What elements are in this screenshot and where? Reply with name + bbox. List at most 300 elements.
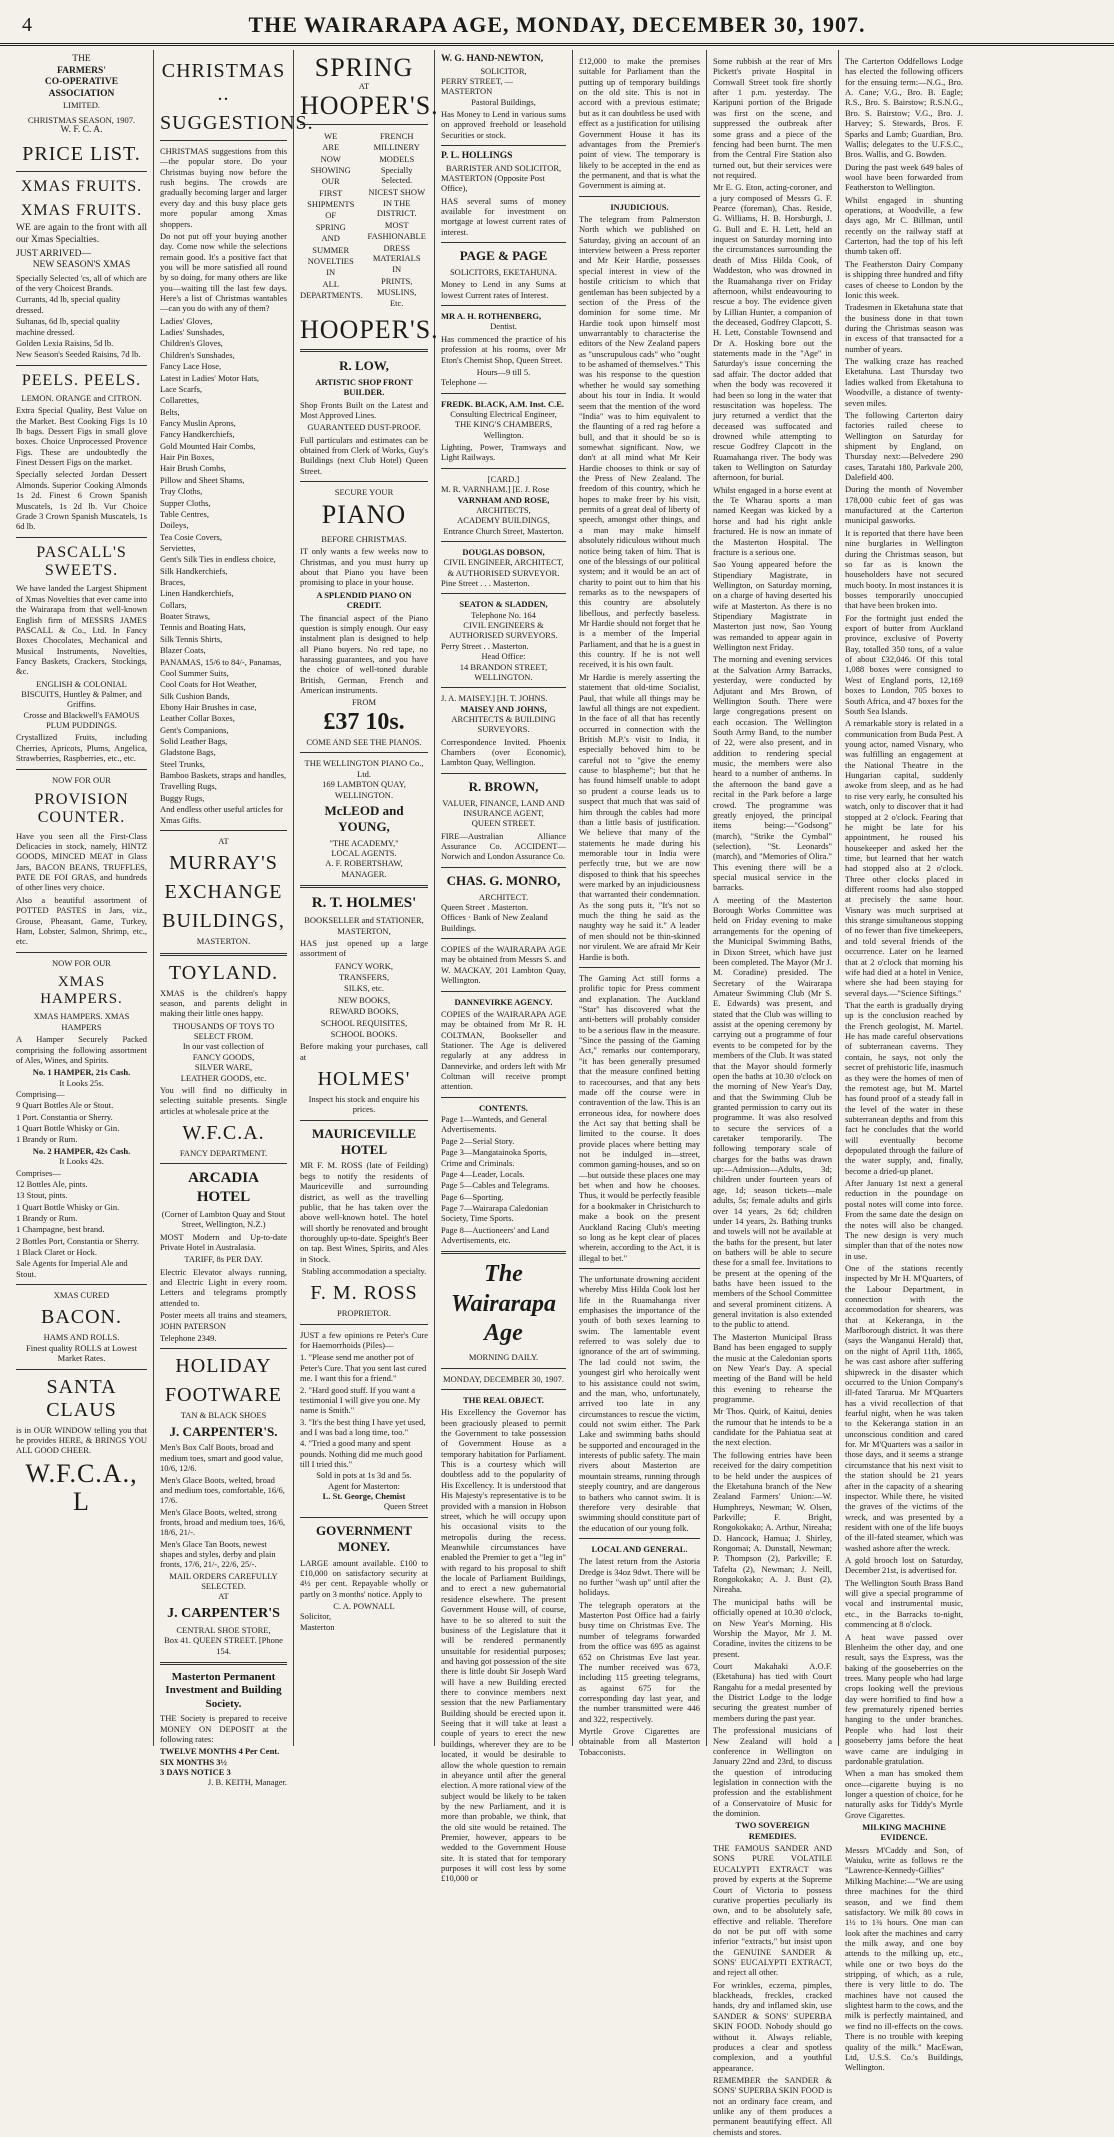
divider — [300, 481, 428, 482]
gift-item: Gent's Silk Ties in endless choice, — [160, 554, 276, 565]
article-para: The Masterton Municipal Brass Band has been engaged to supply the music at the Caledonian sports on New Year's Day. A special meeting of the Band will be held this evening to rehearse the programme. — [713, 1331, 832, 1404]
gift-item: Pillow and Sheet Shams, — [160, 474, 245, 485]
hoopers-word: PRINTS, — [381, 275, 413, 286]
peter-intro: JUST a few opinions re Peter's Cure for Haemorrhoids (Piles)— — [300, 1329, 428, 1351]
hamper-item: 1 Quart Bottle Whisky or Gin. — [16, 1201, 120, 1212]
bacon-text: Finest quality ROLLS at Lowest Market Rates. — [26, 1342, 137, 1364]
shoe-list — [160, 1442, 287, 1569]
divider — [160, 140, 287, 141]
agent-name: L. St. George, Chemist — [322, 1491, 406, 1502]
article-para: The following entries have been received for the dairy competition to be held under the auspices of the Eketahuna branch of the New Zealand Farmers' Union:—W. Humphreys, Newman; W. Olsen, Parkville; F. Bright, Rongokokako; A. Arthur, Nireaha; D. Hancock, Hamua; J. Shirley, Rongomai; A. Dunstall, Newman; P. Thompson (2), Parkville; F. Tafelta (2), Newman; J. Neill, Rongokokako; A. J. Bust (2), Nireaha. — [713, 1449, 832, 1595]
hoopers-word: SUMMER — [312, 244, 350, 255]
hamper-item: 1 Champagne, best brand. — [16, 1224, 105, 1235]
gift-item: Table Centres, — [160, 508, 209, 519]
brown-text: FIRE—Australian Alliance Assurance Co. ACCIDENT—Norwich and London Assurance Co. — [441, 830, 566, 862]
article-para: Mr Hardie is merely asserting the statement that old-time Socialist, Paul, that while all things may be lawful all things are not expedient. In the face of all that has recently occurred in connection with the British M.P.'s visit to India, it especially behoved him to be careful not to "give the enemy cause to blaspheme"; but that he has found himself unable to adopt so prudent a course leads us to suspect that much that was said of him through the cables had more than a little basis of justification. We believe that many of the statements he made during his memorable tour in India were perfectly true, but we are now disposed to think that his speeches were marked by an injudiciousness that warranted their condemnation. As the song puts it, "It's not so much the thing he said as the naughty way he said it." A leader of men should not be thin-skinned nor virulent. We are afraid Mr Keir Hardie is both. — [579, 671, 700, 962]
newton-sub: Pastoral Buildings, — [471, 96, 536, 107]
seaton-phone: Telephone No. 164 — [471, 609, 536, 620]
dobson-name: DOUGLAS DOBSON, — [462, 546, 545, 557]
hoopers-heading: HOOPER'S. — [300, 90, 439, 120]
farmers-name-3: ASSOCIATION — [48, 88, 115, 99]
dobson-title: CIVIL ENGINEER, ARCHITECT, & AUTHORISED SURVEYOR. — [443, 557, 564, 578]
gift-item: Gent's Companions, — [160, 724, 229, 735]
contents-item: Page 1—Wanteds, and General Advertisements. — [441, 1114, 548, 1135]
article-para: A gold brooch lost on Saturday, December 21st, is advertised for. — [845, 1555, 963, 1576]
divider — [16, 952, 147, 953]
piano-price: £37 10s. — [323, 708, 405, 735]
local-agents: LOCAL AGENTS. — [331, 847, 397, 858]
monro-text: Offices · Bank of New Zealand Buildings. — [441, 912, 548, 933]
remember-text: REMEMBER the SANDER & SONS' SUPERBA SKIN FOOD is not an ordinary face cream, and unlike any of them produces a permanent beautifying effect. All chemists and stores. — [713, 2075, 832, 2137]
gift-item: Hair Pin Boxes, — [160, 452, 215, 463]
shoe-item: Men's Box Calf Boots, broad and medium toes, smart and good value, 10/6, 12/6. — [160, 1442, 283, 1474]
brown-address: QUEEN STREET. — [471, 818, 536, 829]
govt-heading: GOVERNMENT MONEY. — [315, 1522, 413, 1554]
hoopers-word: SHOWING — [310, 165, 351, 176]
article-para: One of the stations recently inspected by Mr H. M'Quarters, of the Labour Department, in connection with the accommodation for shearers, was that at Kekeranga, in the Marlborough district. It was there (says the Wanganui Herald) that, on the night of April 11th, 1865, he was cast ashore after suffering shipwreck in the disaster which occurred to the Union Company's ill-fated Tararua. Mr M'Quarters has a vivid recollection of that fearful night, when he was taken to the Kekeranga station in an unconscious condition and cared for. Mr M'Quarters was a sailor in those days, and it seems a strange circumstance that his next visit to the station should be 21 years after in the capacity of a shearing inspector. While there, he visited the graves of the victims of the wreck, and was presented by a resident with one of the life buoys of the ill-fated steamer, which was washed ashore after the wreck. — [845, 1262, 963, 1553]
roth-text: Has commenced the practice of his profession at his rooms, over Mr Eton's Chemist Shop, Queen Street. — [441, 333, 566, 365]
article-para: The Carterton Oddfellows Lodge has elected the following officers for the ensuing term:—N.G., Bro. A. Cane; V.G., Bro. B. Eagle; R.S., Bro. S. Bairstow; R.S.N.G., Bro. S. Bairstow; V.G., Bro. J. Harvey; S. Stewards, Bros. F. Sparks and Lamb; Guardian, Bro. Wallis; delegates to the U.F.S.C., Bros. Wallis, and G. Bowden. — [845, 56, 963, 160]
newton-name: W. G. HAND-NEWTON, — [441, 54, 544, 64]
divider — [441, 393, 566, 394]
at-label-2: AT — [218, 1591, 229, 1602]
varnham-street: Entrance Church Street, Masterton. — [443, 525, 564, 536]
columns — [10, 50, 1104, 2137]
seaton-head: Head Office: — [481, 651, 526, 662]
holmes-item: FANCY WORK, — [335, 960, 393, 971]
peels-types: LEMON. ORANGE and CITRON. — [21, 392, 142, 403]
gift-item: Tea Cosie Covers, — [160, 531, 222, 542]
fruit-item: Golden Lexia Raisins, 5d lb. — [16, 337, 114, 348]
hoopers-word: OF — [325, 210, 337, 221]
hoopers-word: AND — [321, 233, 340, 244]
hoopers-word: IN — [326, 267, 336, 278]
hoopers-heading-2: HOOPER'S. — [300, 314, 439, 344]
sovereign-heading: TWO SOVEREIGN REMEDIES. — [735, 1820, 810, 1841]
dobson-address: Pine Street . . . Masterton. — [441, 578, 530, 589]
seaton-city: 14 BRANDON STREET, WELLINGTON. — [459, 661, 548, 682]
from-label: FROM — [351, 697, 377, 708]
article-para: The municipal baths will be officially opened at 10.30 o'clock, on New Year's Morning. His Worship the Mayor, Mr J. M. Coradine, invites the citizens to be present. — [713, 1596, 832, 1659]
article-para: A meeting of the Masterton Borough Works Committee was held on Friday evening to make arrangements for the opening of the Municipal Swimming Baths, in Dixon Street, which have just been completed. The Mayor (Mr J. M. Coradine) presided. The Secretary of the Wairarapa Amateur Swimming Club (Mr S. E. Edwards) was present, and stated that the Club was willing to assist at the opening ceremony by carrying out a programme of four events to be competed for by the members of the Club. It was stated that the Mayor should formerly open the baths at 10.30 o'clock on the morning of New Year's Day, and that the Swimming Club be granted permission to carry out its programme. It was also resolved to secure the services of a caretaker temporarily. The following temporary scale of charges for the baths was drawn up:—Admission—Adults, 3d; children under fourteen years of age, 1d; season tickets—male adults, 5s; female adults and girls over 14 years, 2s 6d; children under 14 years, 2s. Bathing trunks and towels will not be available at the baths for the present, but later on bathers will be able to secure these for a small fee. Invitations to be present at the opening of the baths have been issued to the members of the School Committee and several prominent citizens. A general invitation is also extended to the public to attend. — [713, 894, 832, 1330]
varnham-sub: ARCHITECTS, — [476, 504, 531, 515]
farmers-intro: THE — [72, 54, 91, 64]
hoopers-right — [365, 130, 428, 310]
gift-item: Gold Mounted Hair Combs, — [160, 440, 256, 451]
hamper-item: Comprises— — [16, 1167, 61, 1178]
wfca-label: W. F. C. A. — [60, 125, 103, 136]
divider — [441, 1251, 566, 1254]
toys-text: You will find no difficulty in selecting suitable presents. Single articles at wholesale price at the — [160, 1084, 287, 1116]
holmes-items — [300, 961, 428, 1040]
contents-item: Page 8—Auctioneers' and Land Advertisements, etc. — [441, 1224, 549, 1246]
divider — [16, 1284, 147, 1285]
low-name: R. LOW, — [339, 358, 389, 373]
contents-item: Page 2—Serial Story. — [441, 1135, 515, 1146]
gift-item: Buggy Rugs, — [160, 792, 205, 803]
christmas-season: CHRISTMAS SEASON, 1907. — [27, 114, 136, 125]
new-season: NEW SEASON'S XMAS — [32, 260, 131, 271]
gift-item: Belts, — [160, 406, 180, 417]
arcadia-heading: ARCADIA HOTEL — [188, 1170, 259, 1205]
toyland-heading: TOYLAND. — [168, 961, 279, 984]
gift-item: Collarettes, — [160, 395, 199, 406]
hollings-title: BARRISTER AND SOLICITOR, — [445, 162, 562, 173]
hamper-item: 1 Port. Constantia or Sherry. — [16, 1111, 113, 1122]
gift-item: Ladies' Sunshades, — [160, 327, 225, 338]
xmas-fruits-2: XMAS FRUITS. — [20, 202, 143, 219]
copies-wellington: COPIES of the WAIRARAPA AGE may be obtained from Messrs S. and W. MACKAY, 201 Lambton Quay, Wellington. — [441, 944, 566, 986]
seaton-address: Perry Street . . Masterton. — [441, 640, 529, 651]
potted-text: Also a beautiful assortment of POTTED PASTES in Jars, viz., Grouse, Pheasant, Game, Turkey, Ham, Lobster, Salmon, Shrimp, etc., etc. — [16, 894, 147, 947]
article-para: The latest return from the Astoria Dredge is 34oz 9dwt. There will be no further "wash up" until after the holidays. — [579, 1556, 700, 1598]
arcadia-address: (Corner of Lambton Quay and Stout Street, Wellington, N.Z.) — [161, 1208, 286, 1230]
roth-phone: Telephone — — [441, 377, 487, 388]
piano-text-2: The financial aspect of the Piano question is simply enough. Our easy instalment plan is designed to help all Piano buyers. No red tape, no harassing guarantees, and you have the choice of well-toned durable British, German, French and American instruments. — [300, 612, 428, 696]
holmes-inspect: Inspect his stock and enquire his prices. — [308, 1093, 420, 1115]
holmes-sub: BOOKSELLER and STATIONER, — [304, 915, 424, 926]
copies-dannevirke: COPIES of the WAIRARAPA AGE may be obtained from Mr R. H. COLTMAN, Bookseller and Stationer. The Age is delivered regularly at any address in Dannevirke, and orders left with Mr Coltman will receive prompt attention. — [441, 1008, 566, 1092]
govt-text: LARGE amount available. £100 to £10,000 on satisfactory security at 4½ per cent. Repayable wholly or partly on 3 months' notice. Apply to — [300, 1557, 428, 1599]
gift-item: Steel Trunks, — [160, 758, 205, 769]
article-para: Some rubbish at the rear of Mrs Pickett's private Hospital in Cornwall Street took fire shortly after 1 p.m. yesterday. The Karipuni portion of the Brigade was first on the scene, and suppressed the outbreak after some grass and a piece of the fencing had been burnt. The men from the Central Fire Station also turned out, but their services were not required. — [713, 56, 832, 180]
holmes-name: R. T. HOLMES' — [311, 895, 417, 912]
peter-price: Sold in pots at 1s 3d and 5s. — [316, 1470, 412, 1481]
divider — [441, 1389, 566, 1390]
toys-stock-4: LEATHER GOODS, etc. — [180, 1072, 267, 1083]
monro-title: ARCHITECT. — [478, 891, 529, 902]
divider — [579, 196, 700, 197]
article-para: The unfortunate drowning accident whereby Miss Hilda Cook lost her life in the Ruamahanga river emphasises the importance of the youth of both sexes learning to swim. The lamentable event referred to was solely due to ignorance of the art of swimming. The lad could not swim, the youngest girl who heroically went to his assistance could not swim, and the man, who, unfortunately, arrived too late in any circumstances to rescue the victim, could not swim either. The Park Lake and swimming baths should be supported and encouraged in the interests of public safety. The main rivers about Masterton are mountain streams, running through steeply country, and are dangerous to bathers who cannot swim. It is therefore very desirable that swimming should constitute part of the education of our young folk. — [579, 1273, 700, 1533]
article-para: The morning and evening services at the Salvation Army Barracks, yesterday, were conducted by Adjutant and Mrs Brown, of Wellington South. There were large congregations present on each occasion. The Wellington South Army Band, to the number of 22, were also present, and in addition to rendering special music, the members were also heard to a number of anthems. In the afternoon the band gave a recital in the Park before a large crowd. The programme was greatly enjoyed, the principal items being:—"Godsong" (march), "Strike the Cymbal" (selection), "St. Leonards" (march), and "Memories of Olira." This evening there will be a special musical service in the barracks. — [713, 654, 832, 893]
before-christmas: BEFORE CHRISTMAS. — [321, 534, 407, 545]
hamper2-title: No. 2 HAMPER, 42s Cash. — [32, 1145, 131, 1156]
robertshaw: A. F. ROBERTSHAW, — [325, 858, 403, 869]
hamper2-sub: It Looks 42s. — [59, 1156, 104, 1167]
column-6 — [707, 50, 839, 2137]
toyland-text: XMAS is the children's happy season, and parents delight in making their little ones happy. — [160, 987, 287, 1019]
gift-item: Serviettes, — [160, 542, 196, 553]
divider — [160, 953, 287, 956]
gift-item: Blazer Coats, — [160, 645, 206, 656]
article-para: The following Carterton dairy factories railed cheese to Wellington on Saturday for shipment by England, on Thursday next:—Belvedere 290 cases, Taratahi 180, Parkvale 200, Dalefield 400. — [845, 409, 963, 483]
permanent-text: THE Society is prepared to receive MONEY ON DEPOSIT at the following rates: — [160, 1713, 287, 1744]
holmes-item: NEW BOOKS, — [337, 994, 391, 1005]
testimonial: 2. "Hard good stuff. If you want a testimonial I will give you one. My name is Smith." — [300, 1384, 421, 1416]
sander-text: THE FAMOUS SANDER AND SONS PURE VOLATILE EUCALYPTI EXTRACT was proved by experts at the Supreme Court of Victoria to possess curative properties peculiarly its own, and to be absolutely safe, effective and reliable. Therefore do not be put off with some inferior "extracts," but insist upon the GENUINE SANDER & SONS' EUCALYPTI EXTRACT, and reject all other. — [713, 1843, 832, 1978]
gift-item: PANAMAS, 15/6 to 84/-, Panamas, — [160, 656, 282, 667]
hoopers-grid — [300, 130, 428, 310]
newton-address: PERRY STREET, — MASTERTON — [441, 75, 514, 97]
black-city: Wellington. — [483, 429, 524, 440]
column-3 — [294, 50, 439, 1746]
gift-item: Latest in Ladies' Motor Hats, — [160, 372, 260, 383]
black-title: Consulting Electrical Engineer, — [450, 409, 557, 419]
morning-daily: MORNING DAILY. — [468, 1352, 539, 1363]
christmas-heading: CHRISTMAS .. — [161, 60, 286, 105]
ross-name: F. M. ROSS — [310, 1282, 418, 1305]
divider — [16, 769, 147, 770]
spring-heading: SPRING — [314, 53, 414, 82]
seaton-title: CIVIL ENGINEERS & AUTHORISED SURVEYORS. — [449, 620, 558, 641]
rate-row: 3 DAYS NOTICE 3 — [160, 1767, 231, 1777]
toys-stock-1: In our vast collection of — [182, 1041, 265, 1052]
arcadia-text: MOST Modern and Up-to-date Private Hotel in Australasia. — [160, 1231, 287, 1252]
divider — [441, 541, 566, 542]
farmers-name-2: CO-OPERATIVE — [44, 77, 119, 88]
manager-label: MANAGER. — [341, 868, 387, 879]
fruit-item: Specially Selected 'cs, all of which are of the very Choicest Brands. — [16, 272, 147, 294]
dannevirke-heading: DANNEVIRKE AGENCY. — [454, 996, 553, 1007]
monro-name: CHAS. G. MONRO, — [446, 872, 561, 888]
contents-item: Page 5—Cables and Telegrams. — [441, 1180, 550, 1191]
fruit-item: Currants, 4d lb, special quality dressed. — [16, 294, 121, 315]
hoopers-word: IN — [392, 264, 402, 275]
hamper1-list — [16, 1089, 147, 1145]
wfca-toys: W.F.C.A. — [182, 1121, 265, 1144]
holmes-big: HOLMES' — [317, 1067, 411, 1090]
at-label: AT — [358, 81, 370, 92]
gift-item: Gladstone Bags, — [160, 747, 216, 758]
gift-item: Hair Brush Combs, — [160, 463, 226, 474]
fruit-list — [16, 273, 147, 360]
hoopers-word: ARE — [322, 142, 340, 153]
divider — [579, 967, 700, 968]
page-text: Money to Lend in any Sums at lowest Current rates of Interest. — [441, 279, 566, 300]
fruits-intro: WE are again to the front with all our Xmas Specialties. — [16, 223, 147, 245]
column-7 — [839, 50, 969, 2073]
maisey-names: J. A. MAISEY.] [H. T. JOHNS. — [441, 693, 548, 704]
holiday-heading: HOLIDAY — [175, 1355, 272, 1378]
gift-item: Tray Cloths, — [160, 486, 203, 497]
hamper-note: Sale Agents for Imperial Ale and Stout. — [16, 1258, 128, 1279]
gift-item: Leather Collar Boxes, — [160, 713, 235, 724]
black-name: FREDK. BLACK, A.M. Inst. C.E. — [441, 398, 565, 409]
hoopers-word: WE — [324, 130, 338, 141]
biscuits: ENGLISH & COLONIAL BISCUITS, Huntley & Palmer, and Griffins. — [21, 678, 142, 710]
divider — [300, 124, 428, 125]
murrays-heading: MURRAY'S — [169, 852, 278, 875]
page-page: PAGE & PAGE — [459, 248, 548, 264]
hoopers-word: SHIPMENTS — [307, 199, 355, 210]
holmes-item: SILKS, etc. — [344, 983, 384, 994]
gift-item: Linen Handkerchiefs, — [160, 588, 234, 599]
splendid: A SPLENDID PIANO ON CREDIT. — [316, 589, 412, 611]
article-para: Mr Thos. Quirk, of Kaitui, denies the rumour that he intends to be a candidate for the Pahiatua seat at the next election. — [713, 1406, 832, 1448]
almonds-text: Specially selected Jordan Dessert Almonds. Superior Cooking Almonds 1s 2d. Finest 6 Crown Spanish Muscatels, 1s 2d lb. Vur Choice Grade 3 Crown Spanish Muscatels, 1s 6d lb. — [16, 469, 147, 532]
article-para: For the fortnight just ended the export of butter from Auckland province, exclusive of Poverty Bay, totalled 350 tons, of a value of about £32,046. Of this total 1,088 boxes were consigned to West of England ports, 12,169 boxes to London, 705 boxes to South Africa, and 47 boxes for the South Sea Islands. — [845, 612, 963, 716]
article-para: Mr E. G. Eton, acting-coroner, and a jury composed of Messrs G. F. Pearce (foreman), Chas. Reside, G. Williams, H. B. Horsburgh, J. G. Bull and E. H. Lett, held an inquest on Saturday morning into the circumstances surrounding the death of Miss Hilda Cook, of Waddeston, who was drowned in the Ruamahanga river on Friday afternoon, whilst endeavouring to rescue a boy. The evidence given by Lillian Hunter, a companion of the deceased, Godfrey Clapcott, S. H. Lett, Constable Townsend and Dr A. Hosking bore out the statements made in the "Age" in Saturday's issue concerning the sad affair. The doctor added that when the body was recovered it had been so long in the water that resuscitation was hopeless. The jury returned a verdict that the deceased was suffocated and drowned while attempting to rescue Godfrey Clapcott in the Ruamahanga river. The body was taken to Wellington on Saturday afternoon, for burial. — [713, 182, 832, 483]
newton-title: SOLICITOR, — [480, 65, 527, 76]
column-5 — [573, 50, 707, 1757]
peels-text: Extra Special Quality, Best Value on the Market. Best Cooking Figs 1s 10 lb bags. Dessert Figs in small glove boxes. Choice Unprocessed Provence Figs. These are undoubtedly the Finest Dessert Figs on the market. — [16, 405, 147, 468]
testimonial: 3. "It's the best thing I have yet used, and I was bad a long time, too." — [300, 1416, 426, 1437]
arcadia-contact: Poster meets all trains and steamers, JOHN PATERSON — [160, 1310, 287, 1331]
price-list-heading: PRICE LIST. — [22, 142, 141, 165]
article-para: The Gaming Act still forms a prolific topic for Press comment and explanation. The Auckland "Star" has discovered what the anti-betters will probably consider to be a serious flaw in the measure. "Since the passing of the Gaming Act," remarks our contemporary, "it has been generally presumed that the measure confined betting to racecourses, and that any bets made off the course were in contravention of the law. This is an erroneous idea, for nowhere does the Act say that betting shall be limited to the course. It does provide places where betting may not be indulged in—street, common gaming-houses, and so on—but outside these places one may bet when and how he chooses. Thus, it would be perfectly feasible for a bookmaker in Christchurch to make a book on the present Auckland Racing Club's meeting so long as he kept clear of places wherein, according to the Act, it is illegal to bet." — [579, 972, 700, 1263]
divider — [16, 365, 147, 366]
holmes-text: Before making your purchases, call at — [300, 1041, 428, 1062]
hoopers-word: DEPARTMENTS. — [300, 289, 363, 300]
santa-heading: SANTA CLAUS — [46, 1375, 117, 1421]
maisey-title: MAISEY AND JOHNS, — [460, 703, 547, 714]
roth-hours: Hours—9 till 5. — [476, 366, 531, 377]
divider — [160, 1348, 287, 1349]
holmes-item: REWARD BOOKS, — [329, 1006, 399, 1017]
permanent-title: Masterton Permanent Investment and Building Society. — [165, 1670, 282, 1710]
gift-item: Braces, — [160, 577, 186, 588]
divider — [441, 1097, 566, 1098]
hoopers-left — [300, 130, 361, 310]
divider — [579, 1538, 700, 1539]
hoopers-word: MOST — [384, 219, 409, 230]
arcadia-phone: Telephone 2349. — [160, 1332, 217, 1343]
varnham-title: VARNHAM AND ROSE, — [457, 494, 550, 505]
suggestions-intro: CHRISTMAS suggestions from this—the popular store. Do your Christmas buying now before the rush begins. The crowds are gradually becoming larger and larger every day and this busy place gets more popular among Xmas shoppers. — [160, 146, 287, 229]
holmes-item: SCHOOL REQUISITES, — [320, 1017, 408, 1028]
masterton-label: Masterton — [300, 1621, 335, 1632]
article-para: The professional musicians of New Zealand will hold a conference in Wellington on January 22nd and 23rd, to discuss the question of introducing legislation in connection with the profession and the establishment of a Conservatoire of Music for the dominion. — [713, 1725, 832, 1819]
testimonial: 4. "Tried a good many and spent pounds. Nothing did me much good till I tried this." — [300, 1438, 423, 1470]
article-para: Whilst engaged in a horse event at the Te Wharau sports a man named Keegan was kicked by a horse and had his right ankle fractured. He is now an inmate of the Masterton Hospital. The fracture is a serious one. — [713, 484, 832, 557]
provision-text: Have you seen all the First-Class Delicacies in stock, namely, HINTZ GOODS, MINCED MEAT in Glass Jars, BACON BEANS, TRUFFLES, PATE DE FOI GRAS, and hundreds of other lines very choice. — [16, 830, 147, 893]
article-para: Court Makahaki A.O.F. (Eketahuna) has tied with Court Rangahu for a medal presented by the District Lodge to the lodge securing the greatest number of members during the past year. — [713, 1660, 832, 1723]
hoopers-word: NOW — [320, 153, 341, 164]
hoopers-word: SPRING — [315, 221, 346, 232]
article-para: After January 1st next a general reduction in the poundage on postal notes will come into force. From the same date the design on the notes will also be changed. The new design is very much simpler than that of the notes now in use. — [845, 1178, 963, 1261]
gift-list — [160, 316, 287, 825]
divider — [441, 242, 566, 243]
newspaper-title: THE WAIRARAPA AGE, MONDAY, DECEMBER 30, 1907. — [248, 12, 866, 37]
gift-item: Supper Cloths, — [160, 497, 211, 508]
divider — [16, 171, 147, 172]
divider — [16, 1369, 147, 1370]
wrinkles-text: For wrinkles, eczema, pimples, blackheads, freckles, cracked hands, dry and inflamed skin, use SANDER & SONS' SUPERBA SKIN FOOD. Nobody should go without it. Always reliable, produces a clear and spotless complexion, and a youthful appearance. — [713, 1979, 832, 2073]
at-label: AT — [218, 835, 229, 846]
hoopers-word: IN THE DISTRICT. — [376, 198, 417, 219]
gift-item: Ebony Hair Brushes in case, — [160, 701, 257, 712]
divider — [441, 687, 566, 688]
gift-item: And endless other useful articles for Xmas Gifts. — [160, 804, 283, 825]
tan-black: TAN & BLACK SHOES — [180, 1410, 267, 1421]
provision-heading: PROVISION COUNTER. — [34, 790, 129, 827]
xmas-fruits-1: XMAS FRUITS. — [20, 177, 143, 195]
hollings-address: MASTERTON (Opposite Post Office), — [441, 173, 545, 194]
roth-title: Dentist. — [490, 321, 517, 332]
gift-item: Bamboo Baskets, straps and handles, — [160, 770, 287, 781]
shoe-item: Men's Glace Boots, welted, broad and medium toes, comfortable, 16/6, 17/6. — [160, 1474, 285, 1506]
hamper-item: 2 Bottles Port, Constantia or Sherry. — [16, 1235, 139, 1246]
local-general-heading: LOCAL AND GENERAL. — [591, 1543, 688, 1554]
black-text: Lighting, Power, Tramways and Light Railways. — [441, 442, 566, 463]
just-arrived: JUST ARRIVED— — [16, 248, 92, 259]
hamper2-list — [16, 1168, 147, 1258]
column-2 — [154, 50, 314, 1788]
rate-row: TWELVE MONTHS 4 Per Cent. — [160, 1746, 280, 1757]
toys-heading: THOUSANDS OF TOYS TO SELECT FROM. — [172, 1020, 275, 1042]
varnham-names: M. R. VARNHAM.] [E. J. Rose — [441, 484, 550, 495]
hamper-item: 1 Quart Bottle Whisky or Gin. — [16, 1123, 120, 1134]
fancy-dept: FANCY DEPARTMENT. — [179, 1147, 268, 1158]
monro-address: Queen Street . Masterton. — [441, 902, 529, 913]
mcleod: McLEOD and YOUNG, — [324, 802, 404, 834]
varnham-address: ACADEMY BUILDINGS, — [457, 515, 550, 526]
gift-item: Ladies' Gloves, — [160, 315, 213, 326]
article-para: During the past week 649 bales of wool have been forwarded from Featherston to Wellington. — [845, 161, 963, 193]
article-para: The telegraph operators at the Masterton Post Office had a fairly busy time on Christmas Eve. The number of telegrams forwarded from the office was 695 as against 652 on Christmas Eve last year. The number received was 673, including 115 greeting telegrams, as against 675 for the corresponding day last year, and the number transmitted were 446 and 322, respectively. — [579, 1599, 700, 1724]
farmers-name-4: LIMITED. — [62, 100, 101, 111]
contents-item: Page 7—Wairarapa Caledonian Society, Time Sports. — [441, 1203, 548, 1224]
page-number: 4 — [22, 14, 32, 36]
divider — [441, 773, 566, 774]
column-4 — [435, 50, 573, 1884]
page-sub: SOLICITORS, EKETAHUNA. — [449, 267, 558, 278]
article-para: £12,000 to make the premises suitable for Parliament than the putting up of temporary buildings on the old site. This is not in accord with a previous estimate; but as it can doubtless be used with effect as a justification for utilising Government House it has its advantages from the Premier's point of view. The temporary is likely to be accepted in the end as the permanent, and that is what the Government is aiming at. — [579, 56, 700, 191]
hoopers-word: FIRST — [319, 187, 343, 198]
contents-list — [441, 1114, 566, 1245]
holmes-intro: HAS just opened up a large assortment of — [300, 938, 428, 959]
hoopers-word: ALL — [322, 278, 339, 289]
guaranteed: GUARANTEED DUST-PROOF. — [307, 422, 421, 433]
pascalls-text: We have landed the Largest Shipment of Xmas Novelties that ever came into the Wairarapa from that well-known English firm of MESSRS JAMES PASCALL & Co., Ltd. In Fancy Boxes Chocolates, Mechanical and Musical Instruments, Novelties, Fancy Baskets, Crackers, Stockings, &c. — [16, 583, 147, 677]
wfca-footer: W.F.C.A., L — [25, 1458, 138, 1517]
piano-text: IT only wants a few weeks now to Christmas, and you must hurry up about that Piano you have been promising to place in your house. — [300, 546, 428, 588]
hamper-item: 13 Stout, pints. — [16, 1190, 68, 1201]
piano-address: 169 LAMBTON QUAY, — [322, 779, 406, 790]
pascalls-heading: PASCALL'S SWEETS. — [36, 543, 127, 580]
article-para: The telegram from Palmerston North which we published on Saturday, giving an account of an interview between a Press reporter and Mr Keir Hardie, possesses special interest in view of the hostile criticism to which that gentleman has been subjected by a section of the Press of the dominion for some time. Mr Hardie took upon himself most unwarrantably to characterise the editors of the New Zealand papers as "unscrupulous cads" who "ought to be ashamed of themselves." This was his response to the question whether he would say something about his tour in India. It would seem that the mention of the word "India" was to him equivalent to the flaunting of a red rag before a bull, and that it should be so is somewhat significant. Now, we don't at all mind what Mr Keir Hardie chooses to think or say of the Press of New Zealand. The freedom of this country, which he hopes to make freer by his visit, permits of a great deal of liberty of speech, amongst other things, and a man may make himself absolutely ridiculous without much notice being taken of him. That is one of the blessings of our political system; and it would be an act of charity to point out to him that his remarks as to the newspapers of this country are absolutely libellous, and perfectly baseless. Mr Hardie should not forget that he is a member of the Imperial Parliament, and that he is a guest in this country. If he is not well received, it is his own fault. — [579, 214, 700, 670]
divider — [441, 938, 566, 939]
toys-stock-2: FANCY GOODS, — [192, 1051, 255, 1062]
hampers-heading: XMAS HAMPERS. — [40, 973, 123, 1008]
seaton-name: SEATON & SLADDEN, — [459, 599, 548, 610]
hoopers-word: MILLINERY — [373, 142, 420, 153]
suggestions-heading: SUGGESTIONS. — [160, 112, 314, 134]
proprietor: PROPRIETOR. — [337, 1308, 391, 1319]
rate-row: SIX MONTHS 3½ — [160, 1756, 227, 1767]
bacon-sub: HAMS AND ROLLS. — [43, 1332, 120, 1343]
gift-item: Boater Straws, — [160, 611, 211, 622]
divider — [441, 593, 566, 594]
divider — [300, 1120, 428, 1121]
shoe-item: Men's Glace Tan Boots, newest shapes and styles, derby and plain fronts, 17/6, 21/-, 22/6, 25/-. — [160, 1538, 276, 1570]
toys-stock-3: SILVER WARE, — [194, 1062, 253, 1073]
divider — [16, 537, 147, 538]
gift-item: Solid Leather Bags, — [160, 736, 228, 747]
milking-text: Messrs M'Caddy and Son, of Waiuku, write as follows re the "Lawrence-Kennedy-Gillies" Milking Machine:—"We are using three machines for the third season, and we find them satisfactory. We milk 80 cows in 1½ to 1¾ hours. One man can look after the machines and carry the milk away, and one boy attends to the milking up, etc., while one or two boys do the stripping, of which, as a rule, there is very little to do. The machines have not caused the slightest harm to the cows, and the milk is perfectly maintained, and we find no ill-effects on the cows. There is no trouble with keeping quality of the milk." MacEwan, Ltd, U.S.S. Co.'s Buildings, Wellington. — [845, 1844, 963, 2073]
divider — [441, 468, 566, 469]
hamper-item: Comprising— — [16, 1089, 65, 1099]
fruit-item: Sultanas, 6d lb, special quality machine dressed. — [16, 316, 120, 337]
farmers-name-1: FARMERS' — [57, 65, 106, 76]
now-for-our: NOW FOR OUR — [52, 774, 111, 785]
holmes-item: SCHOOL BOOKS. — [330, 1028, 398, 1039]
real-object-heading: THE REAL OBJECT. — [463, 1394, 544, 1405]
brown-title: VALUER, FINANCE, LAND AND INSURANCE AGENT, — [442, 797, 565, 818]
gift-item: Fancy Lace Hose, — [160, 361, 222, 372]
gift-item: Cool Summer Suits, — [160, 667, 229, 678]
suggestions-para2: Do not put off your buying another day. Come now while the selections remain good. It's a positive fact that you will be more satisfied all round by so doing, for many others are like you—waiting till the last few days. Here's a list of Christmas wantables—can you do with any of them? — [160, 230, 287, 314]
divider — [300, 1324, 428, 1325]
hoopers-word: MODELS — [379, 153, 415, 164]
contents-item: Page 4—Leader, Locals. — [441, 1168, 525, 1179]
testimonial: 1. "Please send me another pot of Peter's Cure. That you sent last cured me. I want this for a friend." — [300, 1352, 427, 1384]
arcadia-details: Electric Elevator always running, and Electric Light in every room. Letters and telegrams promptly attended to. — [160, 1266, 287, 1308]
article-para: Myrtle Grove Cigarettes are obtainable from all Masterton Tobacconists. — [579, 1726, 700, 1757]
gift-item: Silk Handkerchiefs, — [160, 565, 228, 576]
maisey-text: Correspondence Invited. Phoenix Chambers (over Economic), Lambton Quay, Wellington. — [441, 736, 566, 768]
gift-item: Silk Cushion Bands, — [160, 690, 230, 701]
